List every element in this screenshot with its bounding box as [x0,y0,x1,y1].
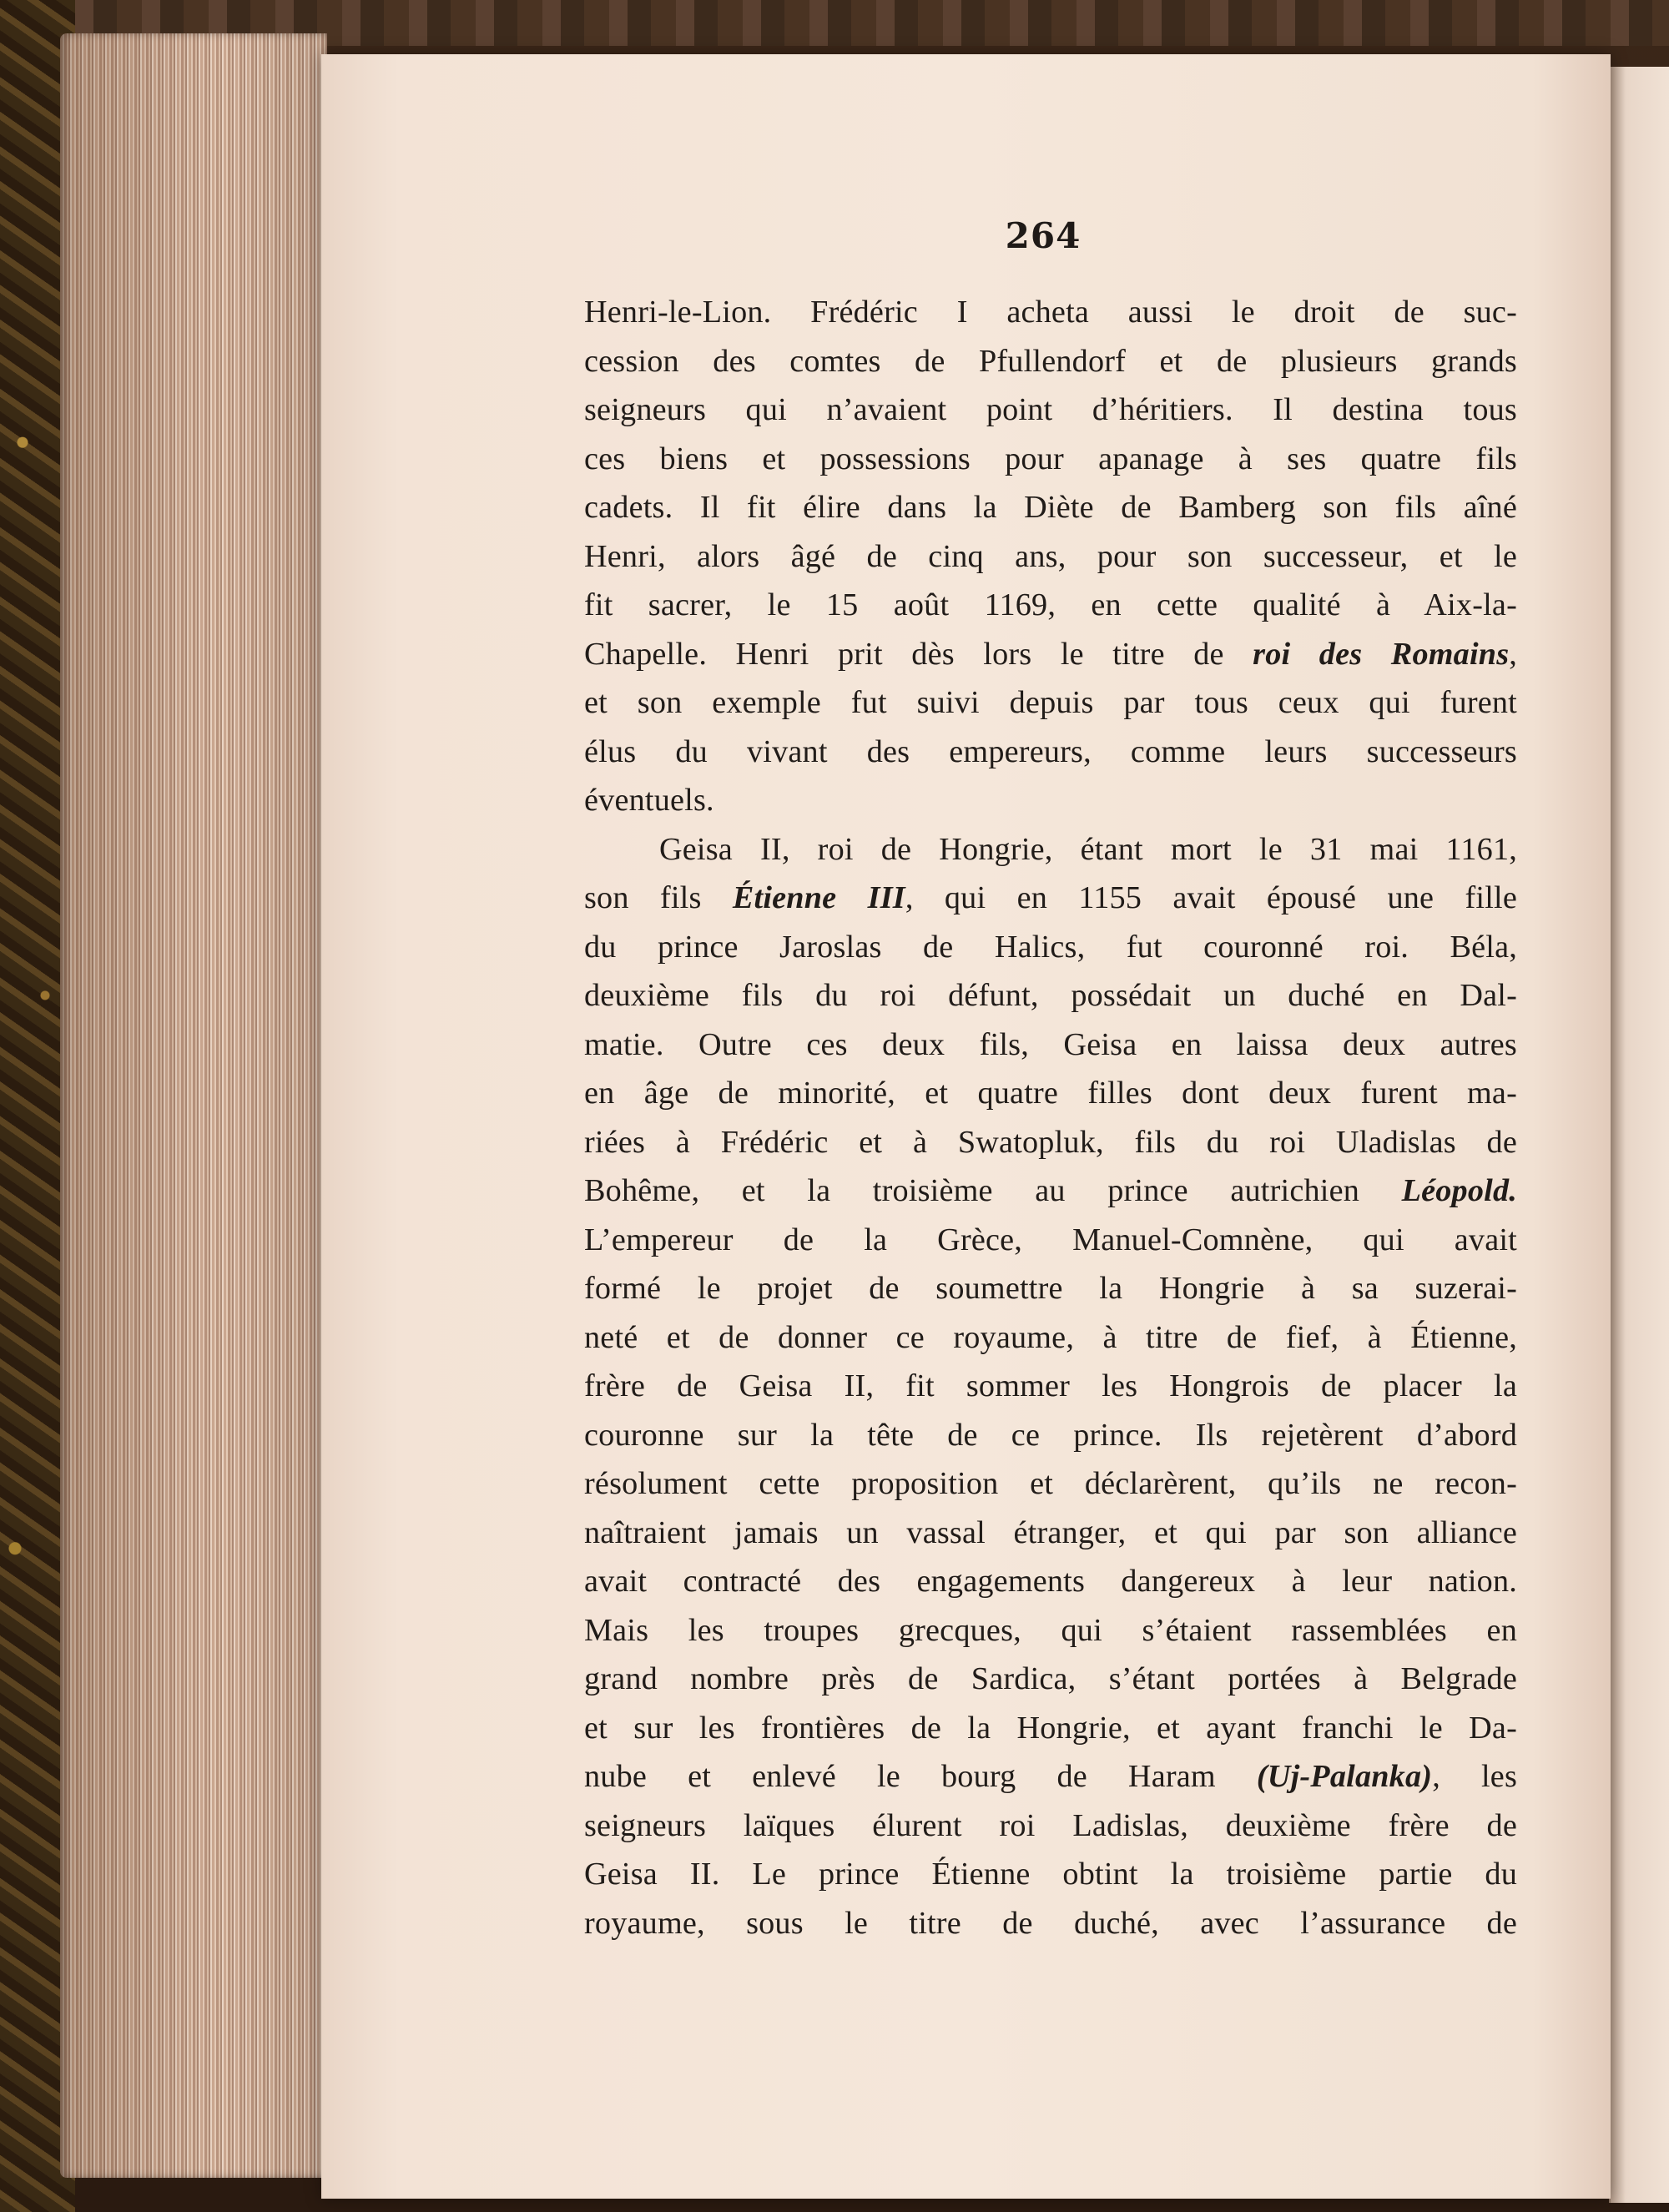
text-line: deuxième fils du roi défunt, possédait un duché en Dal- [584,978,1517,1013]
text-line: seigneurs qui n’avaient point d’héritiers. Il destina tous [584,392,1517,427]
text-line: Henri-le-Lion. Frédéric I acheta aussi le droit de suc- [584,295,1517,330]
text-line: Henri, alors âgé de cinq ans, pour son successeur, et le [584,538,1517,574]
text-line: et sur les frontières de la Hongrie, et ayant franchi le Da- [584,1710,1517,1746]
text-line: seigneurs laïques élurent roi Ladislas, deuxième frère de [584,1807,1517,1843]
text-line: matie. Outre ces deux fils, Geisa en laissa deux autres [584,1026,1517,1062]
text-line: grand nombre près de Sardica, s’étant portées à Belgrade [584,1661,1517,1696]
text-line: élus du vivant des empereurs, comme leurs successeurs [584,733,1517,769]
italic-phrase: Étienne III [732,880,905,915]
text-line: riées à Frédéric et à Swatopluk, fils du roi Uladislas de [584,1124,1517,1160]
text-line: naîtraient jamais un vassal étranger, et qui par son alliance [584,1514,1517,1550]
text-line: royaume, sous le titre de duché, avec l’assurance de [584,1905,1517,1941]
text-line: neté et de donner ce royaume, à titre de fief, à Étienne, [584,1319,1517,1355]
text-line: éventuels. [584,783,714,818]
text-line: Geisa II. Le prince Étienne obtint la troisième partie du [584,1857,1517,1892]
text-line: couronne sur la tête de ce prince. Ils rejetèrent d’abord [584,1417,1517,1453]
text-line: cadets. Il fit élire dans la Diète de Bamberg son fils aîné [584,490,1517,525]
text-line: et son exemple fut suivi depuis par tous ceux qui furent [584,685,1517,720]
body-text [584,288,1517,1947]
text-line: avait contracté des engagements dangereux à leur nation. [584,1564,1517,1599]
text-line: fit sacrer, le 15 août 1169, en cette qualité à Aix-la- [584,587,1517,622]
italic-phrase: (Uj-Palanka) [1256,1759,1433,1794]
text-line: ces biens et possessions pour apanage à ses quatre fils [584,441,1517,476]
page-edges [60,33,327,2178]
text-line: du prince Jaroslas de Halics, fut couronné roi. Béla, [584,929,1517,965]
facing-page-edge [1609,67,1669,2203]
text-line: nube et enlevé le bourg de Haram (Uj-Palanka), les [584,1759,1518,1794]
italic-phrase: roi des Romains [1253,636,1510,672]
text-line: frère de Geisa II, fit sommer les Hongrois de placer la [584,1368,1517,1403]
text-line: L’empereur de la Grèce, Manuel-Comnène, qui avait [584,1222,1517,1257]
text-line: Geisa II, roi de Hongrie, étant mort le 31 mai 1161, [659,831,1517,867]
text-line: en âge de minorité, et quatre filles dont deux furent ma- [584,1076,1517,1111]
text-line: cession des comtes de Pfullendorf et de plusieurs grands [584,343,1517,379]
text-line: Bohême, et la troisième au prince autrichien Léopold. [584,1173,1517,1208]
text-line: son fils Étienne III, qui en 1155 avait épousé une fille [584,880,1517,915]
text-line: Chapelle. Henri prit dès lors le titre de roi des Romains, [584,636,1517,672]
text-line: Mais les troupes grecques, qui s’étaient rassemblées en [584,1612,1517,1648]
page-number: 264 [1005,215,1082,256]
italic-phrase: Léopold. [1401,1173,1517,1208]
text-line: formé le projet de soumettre la Hongrie à sa suzerai- [584,1271,1517,1306]
text-line: résolument cette proposition et déclarèrent, qu’ils ne recon- [584,1466,1517,1501]
